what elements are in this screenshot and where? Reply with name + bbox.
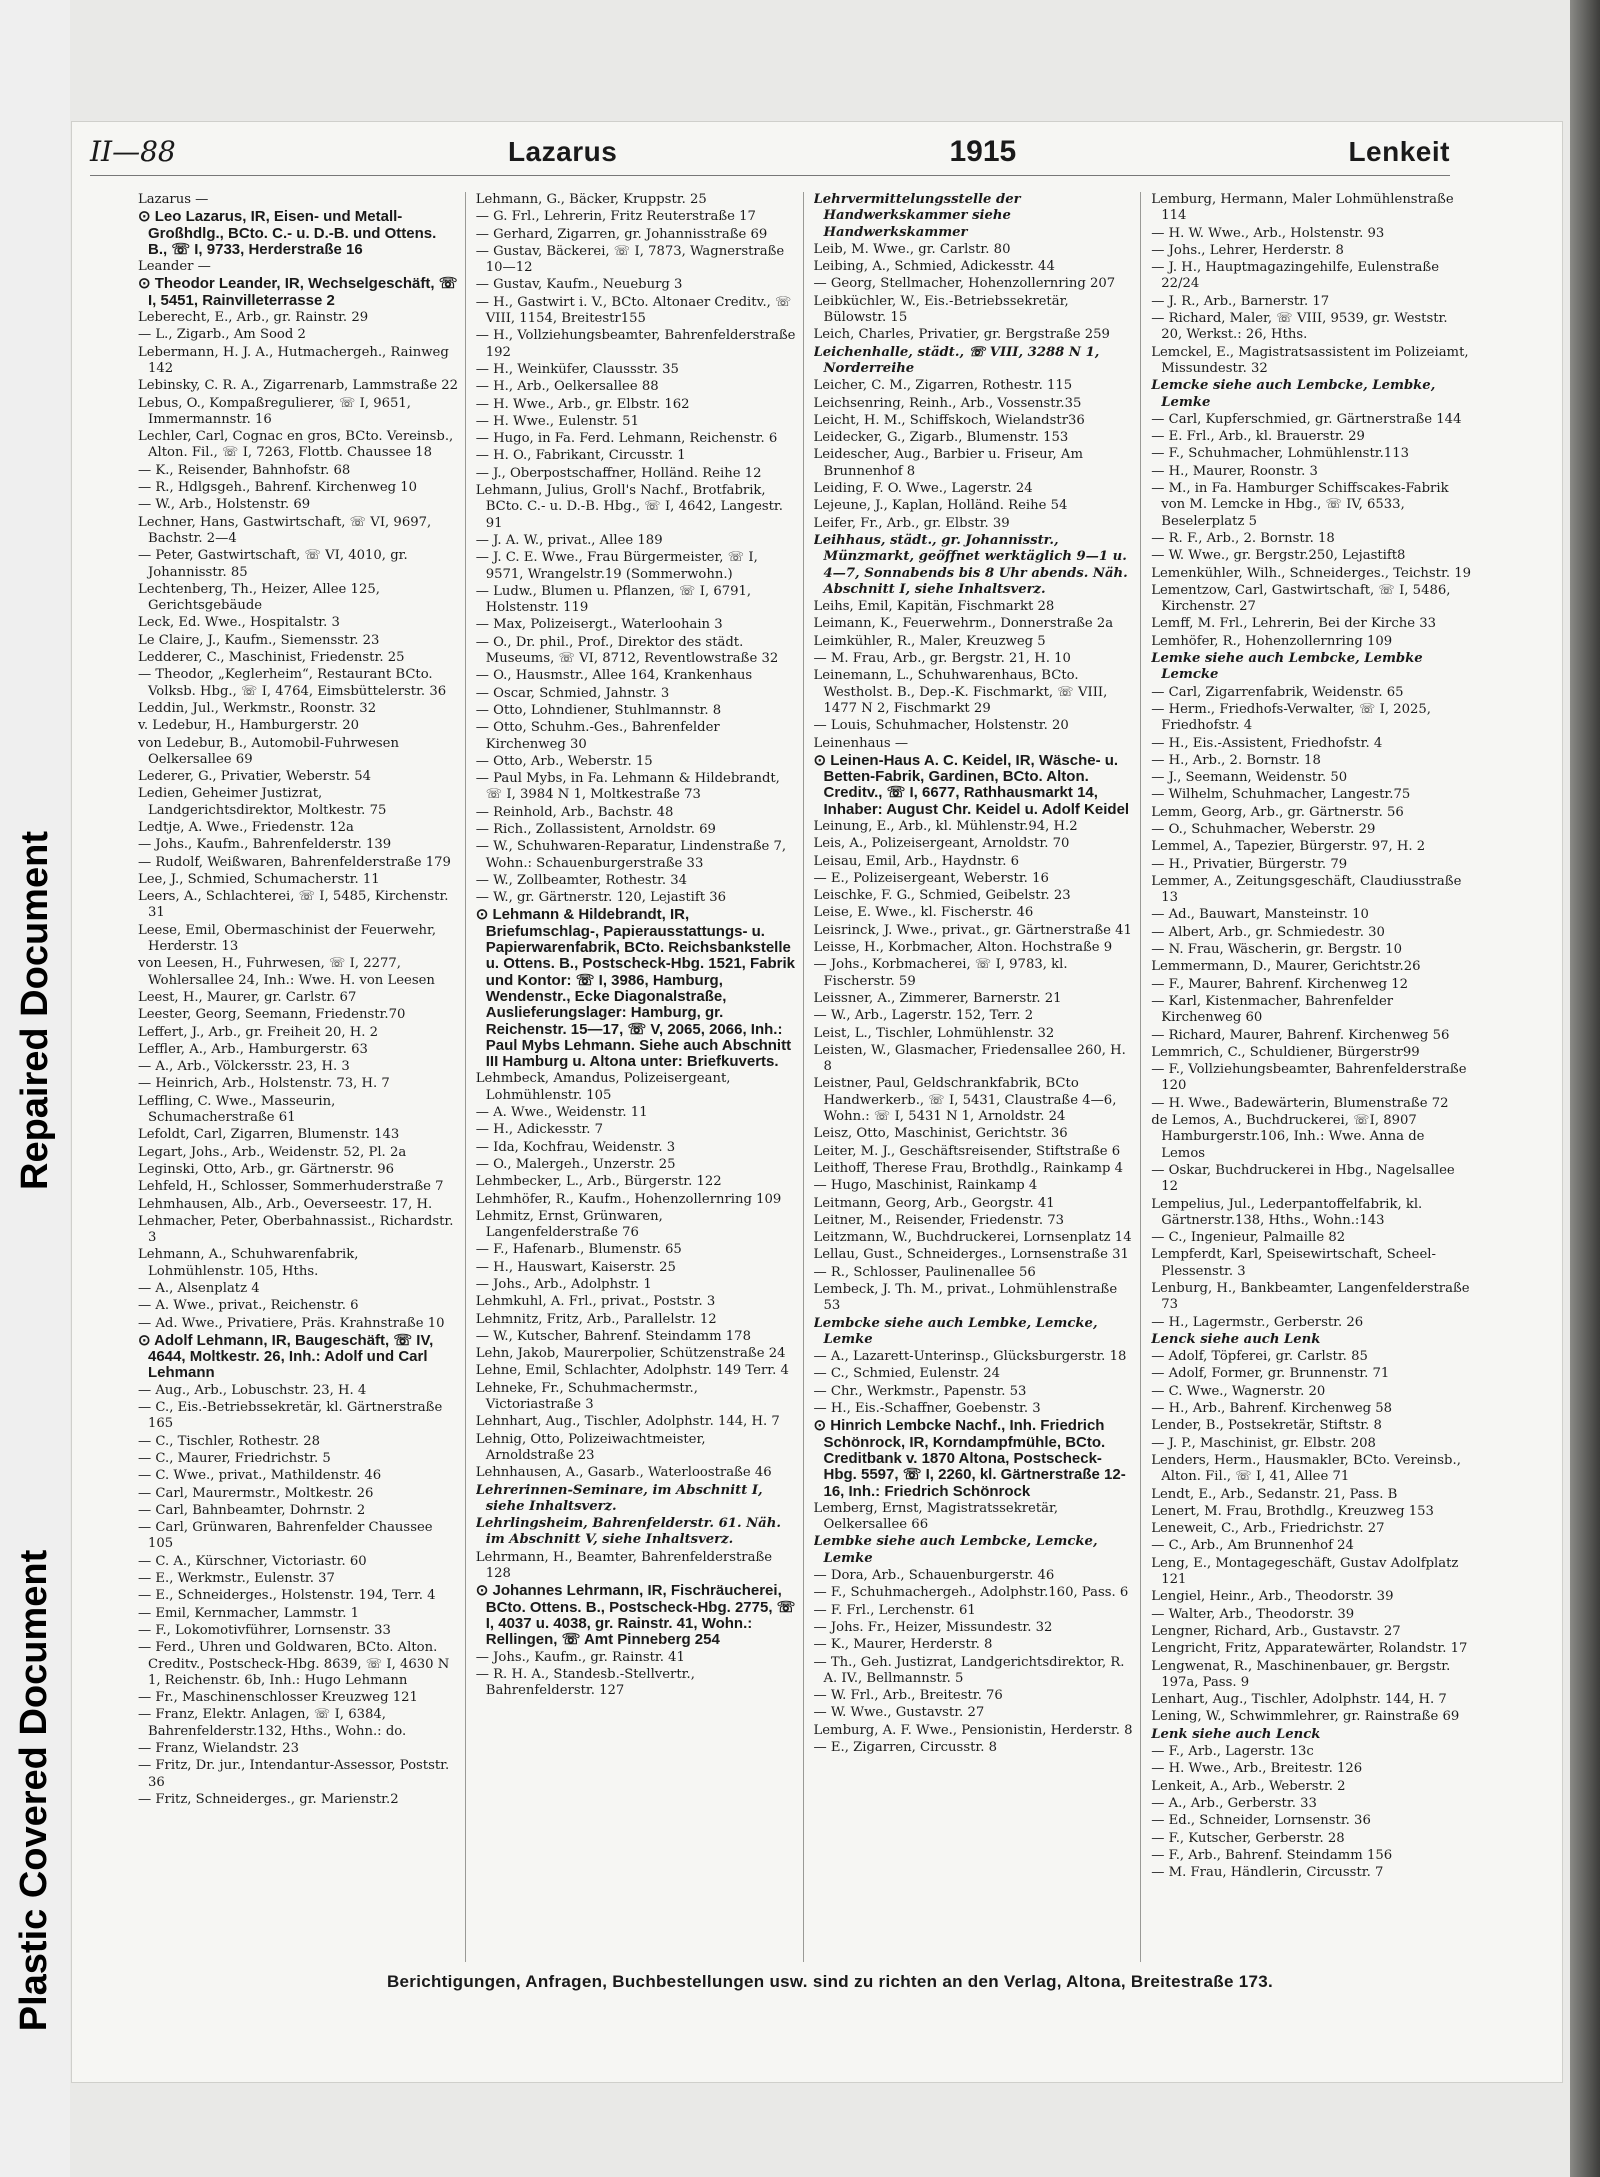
directory-entry: — H., Lagermstr., Gerberstr. 26 (1151, 1314, 1364, 1330)
directory-entry: — J., Oberpostschaffner, Holländ. Reihe 12 (475, 465, 762, 481)
directory-entry: Lemmrich, C., Schuldiener, Bürgerstr99 (1151, 1044, 1420, 1060)
directory-entry: Lempferdt, Karl, Speisewirtschaft, Scheel-Plessenstr. 3 (1151, 1247, 1436, 1279)
side-label-repaired: Repaired Document (13, 830, 56, 1190)
directory-entry: — Carl, Maurermstr., Moltkestr. 26 (138, 1485, 374, 1501)
directory-entry: — C., Maurer, Friedrichstr. 5 (138, 1450, 331, 1466)
directory-entry: — W. Wwe., Gustavstr. 27 (813, 1705, 985, 1721)
directory-entry: — H., Adickesstr. 7 (475, 1122, 604, 1138)
directory-entry: Lemburg, A. F. Wwe., Pensionistin, Herderstr. 8 (813, 1722, 1133, 1738)
directory-entry: — Johs., Lehrer, Herderstr. 8 (1151, 242, 1344, 258)
directory-entry: Lemm, Georg, Arb., gr. Gärtnerstr. 56 (1151, 804, 1404, 820)
directory-entry: Leffling, C. Wwe., Masseurin, Schumacherstraße 61 (138, 1093, 336, 1126)
directory-entry: Leicht, H. M., Schiffskoch, Wielandstr36 (813, 412, 1085, 428)
directory-entry: Leitzmann, W., Buchdruckerei, Lornsenplatz 14 (813, 1230, 1132, 1246)
directory-entry: Lenders, Herm., Hausmakler, BCto. Vereinsb., Alton. Fil., ☏ I, 41, Allee 71 (1151, 1452, 1461, 1485)
directory-entry: — G. Frl., Lehrerin, Fritz Reuterstraße 17 (475, 209, 756, 225)
directory-entry: — H., Maurer, Roonstr. 3 (1151, 463, 1318, 479)
directory-entry: Lehnhart, Aug., Tischler, Adolphstr. 144, H. 7 (475, 1414, 780, 1430)
publisher-footer: Berichtigungen, Anfragen, Buchbestellungen usw. sind zu richten an den Verlag, Altona, Breitestraße 173. (386, 1972, 1274, 1991)
directory-entry: — Johs., Kaufm., Bahrenfelderstr. 139 (138, 837, 392, 853)
directory-entry: — F., Schuhmacher, Lohmühlenstr.113 (1151, 446, 1409, 462)
directory-entry: — Carl, Kupferschmied, gr. Gärtnerstraße 144 (1151, 411, 1462, 427)
directory-entry: — F., Maurer, Bahrenf. Kirchenweg 12 (1151, 976, 1409, 992)
directory-entry: — M. Frau, Arb., gr. Bergstr. 21, H. 10 (813, 651, 1071, 667)
directory-entry: Leitner, M., Reisender, Friedenstr. 73 (813, 1212, 1064, 1228)
directory-entry: Leander — (138, 259, 211, 275)
directory-entry: Leise, E. Wwe., kl. Fischerstr. 46 (813, 905, 1034, 921)
directory-entry: — W., Arb., Lagerstr. 152, Terr. 2 (813, 1008, 1034, 1024)
directory-entry: Lemberg, Ernst, Magistratssekretär, Oelkersallee 66 (813, 1500, 1059, 1533)
directory-entry: ⊙ Lehmann & Hildebrandt, IR, Briefumschlag-, Papierausstattungs- u. Papierwarenfabrik, BCto. Reichsbankstelle u. Ottens. B., Postscheck-Hbg. 1521, Fabrik und Kontor: ☏ I, 3986, Hamburg, Wendenstr., Ecke Diagonalstraße, Auslieferungslager: Hamburg, gr. Reichenstr. 15—17, ☏ V, 2065, 2066, Inh.: Paul Mybs Lehmann. Siehe auch Abschnitt III Hamburg u. Altona unter: Briefkuverts. (475, 906, 796, 1071)
directory-columns (138, 192, 1478, 1962)
directory-entry: Lehn, Jakob, Maurerpolier, Schützenstraße 24 (475, 1346, 786, 1362)
directory-entry: — F., Arb., Lagerstr. 13c (1151, 1744, 1314, 1760)
directory-entry: Leisse, H., Korbmacher, Alton. Hochstraße 9 (813, 940, 1113, 956)
directory-entry: Lellau, Gust., Schneiderges., Lornsenstraße 31 (813, 1247, 1129, 1263)
directory-entry: Leng, E., Montagegeschäft, Gustav Adolfplatz 121 (1151, 1555, 1459, 1588)
directory-entry: — A. Wwe., Weidenstr. 11 (475, 1105, 648, 1121)
directory-entry: — Peter, Gastwirtschaft, ☏ VI, 4010, gr. Johannisstr. 85 (138, 548, 408, 580)
directory-entry: — E., Polizeisergeant, Weberstr. 16 (813, 870, 1049, 886)
directory-entry: Leissner, A., Zimmerer, Barnerstr. 21 (813, 990, 1062, 1006)
directory-entry: — Walter, Arb., Theodorstr. 39 (1151, 1606, 1355, 1622)
directory-entry: — Adolf, Former, gr. Brunnenstr. 71 (1151, 1366, 1390, 1382)
directory-entry: Lengwenat, R., Maschinenbauer, gr. Bergstr. 197a, Pass. 9 (1151, 1658, 1451, 1690)
directory-entry: Lehnig, Otto, Polizeiwachtmeister, Arnoldstraße 23 (475, 1431, 706, 1463)
directory-entry: Lementzow, Carl, Gastwirtschaft, ☏ I, 5486, Kirchenstr. 27 (1151, 582, 1451, 615)
directory-entry: — F. Frl., Lerchenstr. 61 (813, 1602, 976, 1618)
directory-entry: — Max, Polizeisergt., Waterloohain 3 (475, 617, 723, 633)
directory-entry: Lehnhausen, A., Gasarb., Waterloostraße 46 (475, 1465, 772, 1481)
directory-entry: — Hugo, in Fa. Ferd. Lehmann, Reichenstr. 6 (475, 431, 778, 447)
directory-entry: Lening, W., Schwimmlehrer, gr. Rainstraße 69 (1151, 1709, 1460, 1725)
side-label-plastic: Plastic Covered Document (13, 1549, 56, 2031)
directory-entry: Lederer, G., Privatier, Weberstr. 54 (138, 769, 371, 785)
directory-entry: — J., Seemann, Weidenstr. 50 (1151, 770, 1348, 786)
directory-entry: — Fritz, Dr. jur., Intendantur-Assessor, Poststr. 36 (138, 1758, 450, 1790)
directory-entry: — R., Hdlgsgeh., Bahrenf. Kirchenweg 10 (138, 480, 418, 496)
directory-entry: Lehmann, A., Schuhwarenfabrik, Lohmühlenstr. 105, Hths. (138, 1247, 359, 1279)
directory-entry: — W., gr. Gärtnerstr. 120, Lejastift 36 (475, 890, 727, 906)
directory-entry: — J. C. E. Wwe., Frau Bürgermeister, ☏ I, 9571, Wrangelstr.19 (Sommerwohn.) (475, 550, 758, 582)
directory-entry: Leneweit, C., Arb., Friedrichstr. 27 (1151, 1521, 1385, 1537)
directory-entry: Leitmann, Georg, Arb., Georgstr. 41 (813, 1195, 1055, 1211)
directory-entry: — M. Frau, Händlerin, Circusstr. 7 (1151, 1865, 1384, 1881)
directory-entry: — H., Weinküfer, Claussstr. 35 (475, 361, 679, 377)
directory-entry: — Rudolf, Weißwaren, Bahrenfelderstraße 179 (138, 854, 451, 870)
directory-entry: Leischke, F. G., Schmied, Geibelstr. 23 (813, 888, 1071, 904)
page-binding-edge (1570, 0, 1600, 2177)
directory-entry: — Albert, Arb., gr. Schmiedestr. 30 (1151, 924, 1385, 940)
directory-entry: Lehfeld, H., Schlosser, Sommerhuderstraße 7 (138, 1179, 444, 1195)
directory-entry: — Otto, Schuhm.-Ges., Bahrenfelder Kirchenweg 30 (475, 720, 720, 752)
directory-entry: — Johs., Arb., Adolphstr. 1 (475, 1277, 652, 1292)
directory-entry: Leidecker, G., Zigarb., Blumenstr. 153 (813, 430, 1069, 446)
directory-entry: — K., Maurer, Herderstr. 8 (813, 1637, 993, 1653)
directory-entry: Ledien, Geheimer Justizrat, Landgerichtsdirektor, Moltkestr. 75 (138, 786, 387, 818)
directory-entry: — E., Zigarren, Circusstr. 8 (813, 1740, 998, 1756)
directory-entry: Lehrvermittelungsstelle der Handwerkskammer siehe Handwerkskammer (813, 192, 1021, 240)
directory-entry: Lazarus — (138, 192, 209, 207)
directory-entry: — Georg, Stellmacher, Hohenzollernring 207 (813, 276, 1116, 292)
directory-entry: — W. Wwe., gr. Bergstr.250, Lejastift8 (1151, 548, 1406, 564)
directory-entry: Leimkühler, R., Maler, Kreuzweg 5 (813, 633, 1046, 649)
directory-entry: — H. O., Fabrikant, Circusstr. 1 (475, 448, 686, 464)
first-headword: Lazarus (507, 136, 618, 167)
directory-entry: — C. Wwe., privat., Mathildenstr. 46 (138, 1468, 382, 1484)
directory-entry: — H., Eis.-Assistent, Friedhofstr. 4 (1151, 735, 1383, 751)
directory-entry: Lemmermann, D., Maurer, Gerichtstr.26 (1151, 959, 1421, 975)
directory-entry: — Ida, Kochfrau, Weidenstr. 3 (475, 1139, 676, 1155)
directory-entry: Lehrerinnen-Seminare, im Abschnitt I, siehe Inhaltsverz. (475, 1482, 763, 1514)
directory-entry: — J. R., Arb., Barnerstr. 17 (1151, 293, 1330, 309)
directory-entry: — R. F., Arb., 2. Bornstr. 18 (1151, 530, 1335, 546)
directory-entry: Ledderer, C., Maschinist, Friedenstr. 25 (138, 650, 405, 666)
directory-entry: Leinung, E., Arb., kl. Mühlenstr.94, H.2 (813, 818, 1078, 834)
directory-entry: — E. Frl., Arb., kl. Brauerstr. 29 (1151, 429, 1365, 445)
directory-entry: Lenk siehe auch Lenck (1151, 1726, 1321, 1742)
directory-entry: Lehrlingsheim, Bahrenfelderstr. 61. Näh. im Abschnitt V, siehe Inhaltsverz. (475, 1516, 781, 1548)
directory-entry: — W., Zollbeamter, Rothestr. 34 (475, 872, 687, 888)
directory-entry: — J. H., Hauptmagazingehilfe, Eulenstraße 22/24 (1151, 260, 1440, 292)
directory-entry: Leib, M. Wwe., gr. Carlstr. 80 (813, 241, 1011, 257)
directory-entry: — Adolf, Töpferei, gr. Carlstr. 85 (1151, 1349, 1368, 1365)
directory-entry: — Gerhard, Zigarren, gr. Johannisstraße 69 (475, 226, 768, 242)
directory-entry: — H. Wwe., Arb., Breitestr. 126 (1151, 1761, 1363, 1777)
directory-entry: — Rich., Zollassistent, Arnoldstr. 69 (475, 821, 716, 837)
directory-entry: Lehneke, Fr., Schuhmachermstr., Victoriastraße 3 (475, 1380, 698, 1413)
directory-entry: Leiding, F. O. Wwe., Lagerstr. 24 (813, 481, 1033, 497)
directory-entry: Leist, L., Tischler, Lohmühlenstr. 32 (813, 1025, 1055, 1041)
directory-entry: — H. Wwe., Eulenstr. 51 (475, 413, 639, 429)
directory-entry: — Chr., Werkmstr., Papenstr. 53 (813, 1383, 1027, 1399)
directory-entry: — Otto, Lohndiener, Stuhlmannstr. 8 (475, 702, 722, 718)
year: 1915 (949, 135, 1017, 168)
directory-entry: — O., Dr. phil., Prof., Direktor des städt. Museums, ☏ VI, 8712, Reventlowstraße 32 (475, 634, 779, 667)
directory-entry: Leers, A., Schlachterei, ☏ I, 5485, Kirchenstr. 31 (138, 889, 449, 921)
directory-entry: — Wilhelm, Schuhmacher, Langestr.75 (1151, 787, 1411, 803)
directory-entry: — Gustav, Kaufm., Neueburg 3 (475, 277, 683, 293)
directory-entry: Leisten, W., Glasmacher, Friedensallee 260, H. 8 (813, 1042, 1126, 1075)
directory-entry: Leifer, Fr., Arb., gr. Elbstr. 39 (813, 515, 1010, 531)
directory-entry: Leichsenring, Reinh., Arb., Vossenstr.35 (813, 395, 1082, 411)
directory-entry: ⊙ Hinrich Lembcke Nachf., Inh. Friedrich Schönrock, IR, Korndampfmühle, BCto. Creditbank v. 1870 Altona, Postscheck-Hbg. 5597, ☏ I, 2260, kl. Gärtnerstraße 12-16, Inh.: Friedrich Schönrock (813, 1417, 1126, 1500)
directory-entry: Ledtje, A. Wwe., Friedenstr. 12a (138, 819, 354, 835)
directory-entry: Leisrinck, J. Wwe., privat., gr. Gärtnerstraße 41 (813, 922, 1132, 938)
directory-entry: — Herm., Friedhofs-Verwalter, ☏ I, 2025, Friedhofstr. 4 (1151, 701, 1431, 734)
directory-entry: — Ad., Bauwart, Mansteinstr. 10 (1151, 907, 1369, 923)
directory-entry: Lehmbecker, L., Arb., Bürgerstr. 122 (475, 1174, 722, 1190)
directory-entry: Leis, A., Polizeisergeant, Arnoldstr. 70 (813, 836, 1070, 852)
directory-entry: — Franz, Elektr. Anlagen, ☏ I, 6384, Bahrenfelderstr.132, Hths., Wohn.: do. (138, 1707, 407, 1739)
directory-entry: — Heinrich, Arb., Holstenstr. 73, H. 7 (138, 1076, 390, 1092)
directory-entry: Lenkeit, A., Arb., Weberstr. 2 (1151, 1778, 1346, 1794)
directory-entry: — W., Kutscher, Bahrenf. Steindamm 178 (475, 1328, 751, 1344)
directory-entry: — H., Hauswart, Kaiserstr. 25 (475, 1259, 676, 1275)
directory-entry: Lemmer, A., Zeitungsgeschäft, Claudiusstraße 13 (1151, 873, 1462, 906)
directory-entry: Leisau, Emil, Arb., Haydnstr. 6 (813, 853, 1020, 869)
directory-entry: Leest, H., Maurer, gr. Carlstr. 67 (138, 989, 357, 1005)
directory-entry: Leithoff, Therese Frau, Brothdlg., Rainkamp 4 (813, 1160, 1124, 1176)
directory-entry: — Gustav, Bäckerei, ☏ I, 7873, Wagnerstraße 10—12 (475, 243, 785, 276)
directory-entry: — O., Malergeh., Unzerstr. 25 (475, 1156, 676, 1172)
directory-entry: Leibküchler, W., Eis.-Betriebssekretär, Bülowstr. 15 (813, 293, 1069, 326)
scan-left-strip (0, 0, 70, 2177)
directory-entry: — Th., Geh. Justizrat, Landgerichtsdirektor, R. A. IV., Bellmannstr. 5 (813, 1654, 1125, 1686)
directory-entry: — O., Hausmstr., Allee 164, Krankenhaus (475, 668, 753, 684)
directory-entry: — Hugo, Maschinist, Rainkamp 4 (813, 1178, 1038, 1194)
directory-entry: — F., Arb., Bahrenf. Steindamm 156 (1151, 1847, 1393, 1863)
directory-entry: Lengner, Richard, Arb., Gustavstr. 27 (1151, 1623, 1401, 1639)
directory-entry: — Ferd., Uhren und Goldwaren, BCto. Alton. Creditv., Postscheck-Hbg. 8639, ☏ I, 4630 N 1, Reichenstr. 6b, Inh.: Hugo Lehmann (138, 1640, 450, 1688)
directory-entry: Le Claire, J., Kaufm., Siemensstr. 23 (138, 632, 380, 648)
directory-entry: Lechner, Hans, Gastwirtschaft, ☏ VI, 9697, Bachstr. 2—4 (138, 514, 432, 546)
directory-entry: Lebus, O., Kompaßregulierer, ☏ I, 9651, Immermannstr. 16 (138, 395, 411, 427)
directory-entry: Leisz, Otto, Maschinist, Gerichtstr. 36 (813, 1126, 1068, 1142)
directory-entry: — H., Eis.-Schaffner, Goebenstr. 3 (813, 1401, 1041, 1417)
directory-entry: — C., Ingenieur, Palmaille 82 (1151, 1230, 1346, 1246)
directory-entry: Lehmann, Julius, Groll's Nachf., Brotfabrik, BCto. C.- u. D.-B. Hbg., ☏ I, 4642, Langestr. 91 (475, 483, 783, 531)
directory-entry: Lebermann, H. J. A., Hutmachergeh., Rainweg 142 (138, 344, 449, 376)
directory-entry: — Carl, Bahnbeamter, Dohrnstr. 2 (138, 1502, 366, 1518)
directory-entry: — N. Frau, Wäscherin, gr. Bergstr. 10 (1151, 942, 1403, 958)
directory-entry: — L., Zigarb., Am Sood 2 (138, 327, 306, 343)
directory-entry: Lenert, M. Frau, Brothdlg., Kreuzweg 153 (1151, 1503, 1434, 1519)
directory-entry: Lemcke siehe auch Lembcke, Lembke, Lemke (1151, 378, 1436, 410)
directory-entry: ⊙ Johannes Lehrmann, IR, Fischräucherei, BCto. Ottens. B., Postscheck-Hbg. 2775, ☏ I, 4037 u. 4038, gr. Rainstr. 41, Wohn.: Rellingen, ☏ Amt Pinneberg 254 (475, 1582, 796, 1649)
directory-entry: Leichenhalle, städt., ☏ VIII, 3288 N 1, Norderreihe (813, 344, 1100, 376)
directory-entry: Lembcke siehe auch Lembke, Lemcke, Lemke (813, 1315, 1098, 1347)
directory-entry: — Fritz, Schneiderges., gr. Marienstr.2 (138, 1791, 399, 1807)
directory-entry: Leffler, A., Arb., Hamburgerstr. 63 (138, 1041, 368, 1057)
directory-entry: — E., Werkmstr., Eulenstr. 37 (138, 1571, 335, 1587)
directory-entry: Lembeck, J. Th. M., privat., Lohmühlenstraße 53 (813, 1282, 1118, 1314)
directory-entry: Lechler, Carl, Cognac en gros, BCto. Vereinsb., Alton. Fil., ☏ I, 7263, Flottb. Chaussee 18 (138, 429, 454, 461)
directory-entry: — H. Wwe., Arb., gr. Elbstr. 162 (475, 396, 690, 412)
directory-entry: Leinenhaus — (813, 735, 909, 751)
directory-entry: — C., Arb., Am Brunnenhof 24 (1151, 1538, 1354, 1554)
directory-entry: Leiter, M. J., Geschäftsreisender, Stiftstraße 6 (813, 1143, 1121, 1159)
directory-entry: Lehrmann, H., Beamter, Bahrenfelderstraße 128 (475, 1549, 773, 1582)
column-4 (1151, 192, 1478, 1962)
directory-entry: — F., Lokomotivführer, Lornsenstr. 33 (138, 1622, 391, 1638)
directory-entry: Lemckel, E., Magistratsassistent im Polizeiamt, Missundestr. 32 (1151, 344, 1469, 376)
directory-entry: Leicher, C. M., Zigarren, Rothestr. 115 (813, 378, 1073, 394)
directory-entry: — Louis, Schuhmacher, Holstenstr. 20 (813, 718, 1069, 734)
directory-entry: — Oskar, Buchdruckerei in Hbg., Nagelsallee 12 (1151, 1162, 1455, 1195)
column-2 (476, 192, 804, 1962)
directory-entry: Lehmacher, Peter, Oberbahnassist., Richardstr. 3 (138, 1213, 454, 1246)
directory-entry: — A. Wwe., privat., Reichenstr. 6 (138, 1298, 359, 1314)
directory-entry: Leester, Georg, Seemann, Friedenstr.70 (138, 1007, 406, 1023)
directory-entry: — A., Alsenplatz 4 (138, 1281, 260, 1296)
directory-entry: Lehmnitz, Fritz, Arb., Parallelstr. 12 (475, 1311, 717, 1327)
directory-entry: — J. P., Maschinist, gr. Elbstr. 208 (1151, 1435, 1376, 1451)
directory-entry: — Carl, Grünwaren, Bahrenfelder Chaussee 105 (138, 1520, 433, 1552)
directory-entry: ⊙ Leinen-Haus A. C. Keidel, IR, Wäsche- u. Betten-Fabrik, Gardinen, BCto. Alton. Creditv., ☏ I, 6677, Rathhausmarkt 14, Inhaber: August Chr. Keidel u. Adolf Keidel (813, 751, 1130, 818)
directory-entry: Legart, Johs., Arb., Weidenstr. 52, Pl. 2a (138, 1144, 407, 1160)
directory-entry: — Johs., Kaufm., gr. Rainstr. 41 (475, 1649, 685, 1665)
directory-entry: Leginski, Otto, Arb., gr. Gärtnerstr. 96 (138, 1161, 395, 1177)
column-3 (814, 192, 1142, 1962)
directory-entry: — R. H. A., Standesb.-Stellvertr., Bahrenfelderstr. 127 (475, 1666, 695, 1699)
directory-entry: — C., Eis.-Betriebssekretär, kl. Gärtnerstraße 165 (138, 1400, 443, 1432)
directory-entry: — E., Schneiderges., Holstenstr. 194, Terr. 4 (138, 1588, 436, 1604)
page-number: II—88 (90, 135, 176, 168)
directory-entry: — Karl, Kistenmacher, Bahrenfelder Kirchenweg 60 (1151, 993, 1394, 1026)
directory-entry: Lehne, Emil, Schlachter, Adolphstr. 149 Terr. 4 (475, 1363, 789, 1379)
directory-entry: — Dora, Arb., Schauenburgerstr. 46 (813, 1568, 1055, 1584)
directory-entry: — C., Schmied, Eulenstr. 24 (813, 1366, 1001, 1382)
directory-entry: Lengricht, Fritz, Apparatewärter, Rolandstr. 17 (1151, 1641, 1468, 1657)
directory-entry: Lembke siehe auch Lembcke, Lemcke, Lemke (813, 1534, 1098, 1566)
directory-entry: Lehmitz, Ernst, Grünwaren, Langenfelderstraße 76 (475, 1208, 663, 1241)
directory-entry: — Otto, Arb., Weberstr. 15 (475, 753, 653, 769)
directory-entry: — H., Vollziehungsbeamter, Bahrenfelderstraße 192 (475, 328, 796, 360)
directory-entry: Leinemann, L., Schuhwarenhaus, BCto. Westholst. B., Dep.-K. Fischmarkt, ☏ VIII, 1477 N 2, Fischmarkt 29 (813, 668, 1108, 716)
directory-entry: — F., Vollziehungsbeamter, Bahrenfelderstraße 120 (1151, 1062, 1467, 1094)
directory-entry: — W., Schuhwaren-Reparatur, Lindenstraße 7, Wohn.: Schauenburgerstraße 33 (475, 839, 787, 871)
directory-entry: Lee, J., Schmied, Schumacherstr. 11 (138, 871, 380, 887)
last-headword: Lenkeit (1348, 136, 1450, 167)
directory-entry: Leibing, A., Schmied, Adickesstr. 44 (813, 259, 1055, 275)
directory-entry: Leck, Ed. Wwe., Hospitalstr. 3 (138, 615, 340, 631)
directory-entry: — Ed., Schneider, Lornsenstr. 36 (1151, 1813, 1371, 1829)
directory-entry: Lendt, E., Arb., Sedanstr. 21, Pass. B (1151, 1486, 1398, 1502)
directory-entry: — Richard, Maurer, Bahrenf. Kirchenweg 56 (1151, 1027, 1450, 1043)
directory-entry: — F., Schuhmachergeh., Adolphstr.160, Pass. 6 (813, 1585, 1129, 1601)
directory-entry: — R., Schlosser, Paulinenallee 56 (813, 1264, 1036, 1280)
directory-entry: Lemmel, A., Tapezier, Bürgerstr. 97, H. 2 (1151, 839, 1426, 855)
directory-entry: Leddin, Jul., Werkmstr., Roonstr. 32 (138, 700, 377, 716)
directory-entry: Leffert, J., Arb., gr. Freiheit 20, H. 2 (138, 1024, 379, 1040)
directory-entry: — H., Gastwirt i. V., BCto. Altonaer Creditv., ☏ VIII, 1154, Breitestr155 (475, 294, 792, 327)
directory-entry: — K., Reisender, Bahnhofstr. 68 (138, 462, 351, 478)
directory-entry: Lemke siehe auch Lembcke, Lembke Lemcke (1151, 651, 1423, 683)
directory-entry: Lempelius, Jul., Lederpantoffelfabrik, kl. Gärtnerstr.138, Hths., Wohn.:143 (1151, 1196, 1423, 1228)
directory-entry: — Fr., Maschinenschlosser Kreuzweg 121 (138, 1690, 418, 1706)
directory-entry: Leberecht, E., Arb., gr. Rainstr. 29 (138, 310, 369, 326)
directory-entry: Lechtenberg, Th., Heizer, Allee 125, Gerichtsgebäude (138, 581, 380, 614)
directory-entry: — Ad. Wwe., Privatiere, Präs. Krahnstraße 10 (138, 1315, 445, 1331)
directory-entry: — W., Arb., Holstenstr. 69 (138, 497, 311, 513)
directory-entry: Leimann, K., Feuerwehrm., Donnerstraße 2a (813, 616, 1114, 632)
directory-entry: Lemhöfer, R., Hohenzollernring 109 (1151, 633, 1393, 649)
directory-entry: von Leesen, H., Fuhrwesen, ☏ I, 2277, Wohlersallee 24, Inh.: Wwe. H. von Leesen (138, 956, 435, 988)
directory-entry: Lehmann, G., Bäcker, Kruppstr. 25 (475, 192, 707, 207)
directory-entry: Leihs, Emil, Kapitän, Fischmarkt 28 (813, 599, 1055, 615)
directory-entry: — Oscar, Schmied, Jahnstr. 3 (475, 685, 670, 701)
directory-entry: — W. Frl., Arb., Breitestr. 76 (813, 1688, 1003, 1704)
directory-entry: de Lemos, A., Buchdruckerei, ☏I, 8907 Hamburgerstr.106, Inh.: Wwe. Anna de Lemos (1151, 1113, 1425, 1161)
directory-entry: — Johs., Korbmacherei, ☏ I, 9783, kl. Fischerstr. 59 (813, 957, 1068, 989)
directory-entry: — H., Arb., Oelkersallee 88 (475, 379, 659, 395)
directory-entry: — Emil, Kernmacher, Lammstr. 1 (138, 1605, 360, 1621)
directory-entry: Lemff, M. Frl., Lehrerin, Bei der Kirche 33 (1151, 616, 1436, 632)
directory-entry: Leistner, Paul, Geldschrankfabrik, BCto Handwerkerb., ☏ I, 5431, Claustraße 4—6, Wohn.: ☏ I, 5431 N 1, Arnoldstr. 24 (813, 1076, 1117, 1125)
directory-entry: Lenhart, Aug., Tischler, Adolphstr. 144, H. 7 (1151, 1692, 1447, 1708)
directory-entry: — Johs. Fr., Heizer, Missundestr. 32 (813, 1619, 1053, 1635)
directory-entry: — Franz, Wielandstr. 23 (138, 1741, 299, 1757)
directory-entry: Lehmbeck, Amandus, Polizeisergeant, Lohmühlenstr. 105 (475, 1071, 731, 1103)
directory-entry: — Aug., Arb., Lobuschstr. 23, H. 4 (138, 1382, 367, 1398)
directory-entry: Lehmhöfer, R., Kaufm., Hohenzollernring 109 (475, 1191, 782, 1207)
directory-entry: Leich, Charles, Privatier, gr. Bergstraße 259 (813, 327, 1110, 343)
directory-entry: — C. Wwe., Wagnerstr. 20 (1151, 1383, 1326, 1399)
column-1 (138, 192, 466, 1962)
directory-entry: Lefoldt, Carl, Zigarren, Blumenstr. 143 (138, 1127, 400, 1143)
directory-entry: — Reinhold, Arb., Bachstr. 48 (475, 804, 674, 820)
directory-entry: ⊙ Adolf Lehmann, IR, Baugeschäft, ☏ IV, 4644, Moltkestr. 26, Inh.: Adolf und Carl Lehmann (138, 1331, 434, 1382)
directory-entry: — A., Arb., Völckersstr. 23, H. 3 (138, 1059, 350, 1075)
directory-entry: — H., Arb., Bahrenf. Kirchenweg 58 (1151, 1401, 1393, 1417)
directory-entry: Lenburg, H., Bankbeamter, Langenfelderstraße 73 (1151, 1281, 1470, 1313)
directory-entry: Lemenkühler, Wilh., Schneiderges., Teichstr. 19 (1151, 565, 1472, 581)
directory-entry: Lebinsky, C. R. A., Zigarrenarb, Lammstraße 22 (138, 378, 459, 394)
directory-entry: — J. A. W., privat., Allee 189 (475, 532, 663, 548)
directory-entry: — Richard, Maler, ☏ VIII, 9539, gr. Weststr. 20, Werkst.: 26, Hths. (1151, 311, 1448, 343)
directory-entry: Leidescher, Aug., Barbier u. Friseur, Am Brunnenhof 8 (813, 447, 1083, 479)
directory-entry: ⊙ Leo Lazarus, IR, Eisen- und Metall-Großhdlg., BCto. C.- u. D.-B. und Ottens. B., ☏ I, 9733, Herderstraße 16 (138, 208, 437, 258)
directory-entry: — H. Wwe., Badewärterin, Blumenstraße 72 (1151, 1095, 1449, 1111)
directory-entry: — F., Hafenarb., Blumenstr. 65 (475, 1242, 682, 1258)
directory-entry: — A., Arb., Gerberstr. 33 (1151, 1795, 1317, 1811)
directory-entry: — Ludw., Blumen u. Pflanzen, ☏ I, 6791, Holstenstr. 119 (475, 583, 752, 616)
directory-entry: — H. W. Wwe., Arb., Holstenstr. 93 (1151, 225, 1385, 241)
page-header (90, 135, 1450, 176)
directory-entry: — O., Schuhmacher, Weberstr. 29 (1151, 821, 1376, 837)
directory-entry: Lengiel, Heinr., Arb., Theodorstr. 39 (1151, 1589, 1394, 1605)
directory-entry: Lender, B., Postsekretär, Stiftstr. 8 (1151, 1418, 1382, 1434)
directory-entry: ⊙ Theodor Leander, IR, Wechselgeschäft, ☏ I, 5451, Rainvilleterrasse 2 (138, 275, 458, 309)
directory-entry: — C. A., Kürschner, Victoriastr. 60 (138, 1553, 367, 1569)
directory-entry: — F., Kutscher, Gerberstr. 28 (1151, 1830, 1345, 1846)
directory-entry: Leihhaus, städt., gr. Johannisstr., Münzmarkt, geöffnet werktäglich 9—1 u. 4—7, Sonnabends bis 8 Uhr abends. Näh. Abschnitt I, siehe Inhaltsverz. (813, 532, 1128, 597)
directory-entry: — Paul Mybs, in Fa. Lehmann & Hildebrandt, ☏ I, 3984 N 1, Moltkestraße 73 (475, 771, 780, 803)
directory-entry: Lehmhausen, Alb., Arb., Oeverseestr. 17, H. (138, 1196, 433, 1212)
directory-entry: — C., Tischler, Rothestr. 28 (138, 1433, 321, 1449)
directory-entry: — A., Lazarett-Unterinsp., Glücksburgerstr. 18 (813, 1349, 1127, 1365)
directory-entry: v. Ledebur, H., Hamburgerstr. 20 (138, 718, 360, 734)
directory-entry: Lenck siehe auch Lenk (1151, 1331, 1321, 1347)
directory-entry: Lejeune, J., Kaplan, Holländ. Reihe 54 (813, 498, 1068, 514)
directory-entry: — M., in Fa. Hamburger Schiffscakes-Fabrik von M. Lemcke in Hbg., ☏ IV, 6533, Beselerplatz 5 (1151, 481, 1449, 529)
directory-entry: — H., Privatier, Bürgerstr. 79 (1151, 856, 1348, 872)
directory-entry: Lemburg, Hermann, Maler Lohmühlenstraße 114 (1151, 192, 1454, 224)
directory-entry: von Ledebur, B., Automobil-Fuhrwesen Oelkersallee 69 (138, 735, 399, 767)
directory-entry: — Theodor, „Keglerheim“, Restaurant BCto. Volksb. Hbg., ☏ I, 4764, Eimsbüttelerstr. 36 (138, 667, 447, 699)
directory-entry: — Carl, Zigarrenfabrik, Weidenstr. 65 (1151, 684, 1404, 700)
directory-entry: — H., Arb., 2. Bornstr. 18 (1151, 752, 1321, 768)
directory-entry: Lehmkuhl, A. Frl., privat., Poststr. 3 (475, 1294, 716, 1310)
directory-entry: Leese, Emil, Obermaschinist der Feuerwehr, Herderstr. 13 (138, 922, 437, 955)
